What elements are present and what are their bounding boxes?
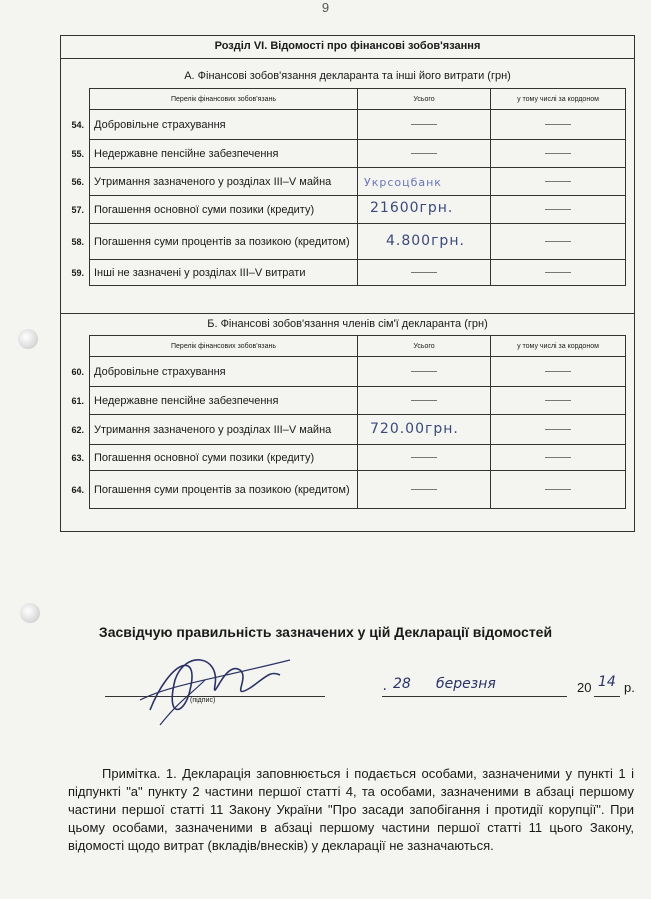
row-number: 58. bbox=[71, 236, 84, 247]
punch-hole-bottom bbox=[20, 603, 40, 623]
table-row bbox=[90, 224, 626, 260]
column-header-list: Перелік фінансових зобов'язань bbox=[90, 89, 358, 110]
year-prefix: 20 bbox=[577, 680, 592, 695]
abroad-cell bbox=[491, 168, 626, 196]
certification-text: Засвідчую правильність зазначених у цій Декларації відомостей bbox=[98, 624, 553, 640]
row-label: Добровільне страхування bbox=[94, 118, 226, 131]
empty-dash bbox=[411, 153, 437, 154]
abroad-cell bbox=[491, 471, 626, 509]
handwritten-value: 720.00грн. bbox=[370, 421, 459, 437]
row-number: 57. bbox=[71, 204, 84, 215]
empty-dash bbox=[411, 489, 437, 490]
part-a-title: А. Фінансові зобов'язання декларанта та інші його витрати (грн) bbox=[184, 70, 511, 82]
row-label-cell bbox=[71, 196, 358, 224]
section-title: Розділ VI. Відомості про фінансові зобов'язання bbox=[214, 40, 481, 52]
table-row bbox=[90, 387, 626, 415]
date-line bbox=[382, 696, 567, 697]
row-label: Погашення основної суми позики (кредиту) bbox=[94, 203, 315, 216]
empty-dash bbox=[545, 181, 571, 182]
year-suffix-label: р. bbox=[624, 680, 635, 695]
row-label-cell bbox=[71, 110, 358, 140]
row-label-cell bbox=[71, 471, 358, 509]
part-b-title: Б. Фінансові зобов'язання членів сім'ї декларанта (грн) bbox=[207, 318, 488, 330]
table-row bbox=[90, 415, 626, 445]
empty-dash bbox=[411, 371, 437, 372]
row-label: Недержавне пенсійне забезпечення bbox=[94, 147, 279, 160]
column-header-abroad: у тому числі за кордоном bbox=[491, 89, 626, 110]
empty-dash bbox=[545, 153, 571, 154]
abroad-cell bbox=[491, 196, 626, 224]
column-header-total: Усього bbox=[358, 89, 491, 110]
empty-dash bbox=[545, 124, 571, 125]
row-label-cell bbox=[71, 224, 358, 260]
total-cell bbox=[358, 471, 491, 509]
handwritten-value: 4.800грн. bbox=[386, 233, 465, 249]
table-row bbox=[90, 260, 626, 286]
date-day: 28 bbox=[393, 676, 411, 692]
row-label: Погашення суми процентів за позикою (кредитом) bbox=[94, 483, 350, 496]
financial-obligations-section bbox=[60, 35, 635, 532]
date-prefix: . bbox=[383, 678, 388, 694]
abroad-cell bbox=[491, 260, 626, 286]
handwritten-value: Укрсоцбанк bbox=[364, 176, 442, 189]
empty-dash bbox=[411, 272, 437, 273]
table-row bbox=[90, 357, 626, 387]
row-label: Недержавне пенсійне забезпечення bbox=[94, 394, 279, 407]
total-cell bbox=[358, 224, 491, 260]
row-number: 60. bbox=[71, 366, 84, 377]
row-number: 56. bbox=[71, 176, 84, 187]
empty-dash bbox=[545, 272, 571, 273]
row-label-cell bbox=[71, 140, 358, 168]
year-line bbox=[594, 696, 620, 697]
abroad-cell bbox=[491, 415, 626, 445]
page-number: 9 bbox=[321, 0, 330, 15]
empty-dash bbox=[545, 489, 571, 490]
table-row bbox=[90, 471, 626, 509]
part-a-header-row bbox=[90, 89, 626, 110]
total-cell bbox=[358, 445, 491, 471]
total-cell bbox=[358, 196, 491, 224]
table-row bbox=[90, 445, 626, 471]
row-label-cell bbox=[71, 357, 358, 387]
row-number: 55. bbox=[71, 148, 84, 159]
row-number: 59. bbox=[71, 267, 84, 278]
punch-hole-top bbox=[18, 329, 38, 349]
abroad-cell bbox=[491, 357, 626, 387]
row-number: 54. bbox=[71, 119, 84, 130]
part-a-table bbox=[71, 88, 626, 286]
total-cell bbox=[358, 140, 491, 168]
row-number: 64. bbox=[71, 484, 84, 495]
row-label: Погашення суми процентів за позикою (кредитом) bbox=[94, 235, 350, 248]
total-cell bbox=[358, 110, 491, 140]
column-header-abroad: у тому числі за кордоном bbox=[491, 336, 626, 357]
part-b-header-row bbox=[90, 336, 626, 357]
divider bbox=[61, 58, 634, 59]
abroad-cell bbox=[491, 224, 626, 260]
column-header-list: Перелік фінансових зобов'язань bbox=[90, 336, 358, 357]
row-label: Інші не зазначені у розділах III–V витрати bbox=[94, 266, 306, 279]
row-label: Добровільне страхування bbox=[94, 365, 226, 378]
empty-dash bbox=[545, 241, 571, 242]
row-number: 61. bbox=[71, 395, 84, 406]
table-row bbox=[90, 140, 626, 168]
table-row bbox=[90, 168, 626, 196]
date-month: березня bbox=[436, 676, 496, 692]
part-b-table bbox=[71, 335, 626, 509]
empty-dash bbox=[411, 124, 437, 125]
empty-dash bbox=[545, 400, 571, 401]
empty-dash bbox=[411, 457, 437, 458]
empty-dash bbox=[545, 457, 571, 458]
total-cell bbox=[358, 387, 491, 415]
table-row bbox=[90, 196, 626, 224]
row-label-cell bbox=[71, 445, 358, 471]
handwritten-value: 21600грн. bbox=[370, 200, 454, 216]
row-label-cell bbox=[71, 415, 358, 445]
row-label: Погашення основної суми позики (кредиту) bbox=[94, 451, 315, 464]
total-cell bbox=[358, 168, 491, 196]
row-label-cell bbox=[71, 387, 358, 415]
total-cell bbox=[358, 260, 491, 286]
empty-dash bbox=[411, 400, 437, 401]
abroad-cell bbox=[491, 445, 626, 471]
empty-dash bbox=[545, 209, 571, 210]
row-label-cell bbox=[71, 168, 358, 196]
empty-dash bbox=[545, 371, 571, 372]
row-number: 63. bbox=[71, 452, 84, 463]
row-number: 62. bbox=[71, 424, 84, 435]
row-label: Утримання зазначеного у розділах III–V майна bbox=[94, 423, 332, 436]
column-header-total: Усього bbox=[358, 336, 491, 357]
row-label-cell bbox=[71, 260, 358, 286]
year-suffix: 14 bbox=[598, 674, 616, 690]
signature bbox=[130, 640, 300, 730]
signature-caption: (підпис) bbox=[190, 697, 216, 704]
total-cell bbox=[358, 415, 491, 445]
abroad-cell bbox=[491, 387, 626, 415]
row-label: Утримання зазначеного у розділах III–V майна bbox=[94, 175, 332, 188]
divider bbox=[61, 313, 634, 314]
total-cell bbox=[358, 357, 491, 387]
table-row bbox=[90, 110, 626, 140]
abroad-cell bbox=[491, 110, 626, 140]
empty-dash bbox=[545, 429, 571, 430]
note-text: Примітка. 1. Декларація заповнюється і подається особами, зазначеними у пункті 1 і підпункті "а" пункту 2 частини першої статті 4, та особами, зазначеними в абзаці першому частини першої статті 11 Закону України "Про засади запобігання і протидії корупції". При цьому особами, зазначеними в абзаці першому частини першої статті 11 цього Закону, відомості щодо витрат (вкладів/внесків) у декларації не зазначаються. bbox=[68, 766, 634, 853]
abroad-cell bbox=[491, 140, 626, 168]
